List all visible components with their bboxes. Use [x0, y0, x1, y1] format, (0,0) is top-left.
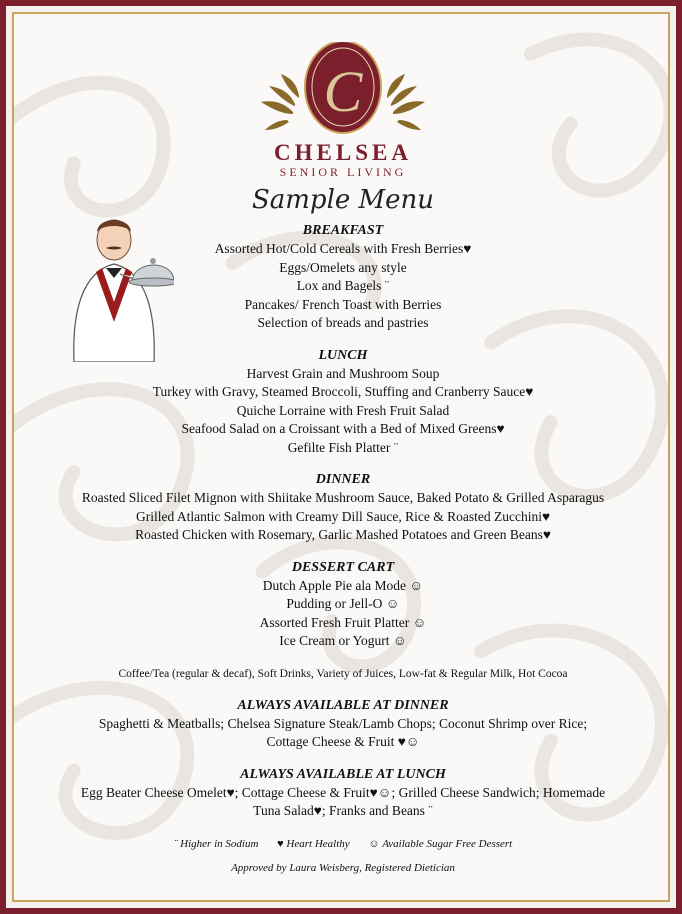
menu-section [14, 222, 670, 333]
section-heading: DINNER [315, 472, 371, 487]
menu-item: Grilled Atlantic Salmon with Creamy Dill Sauce, Rice & Roasted Zucchini♥ [135, 508, 551, 524]
menu-item: Assorted Hot/Cold Cereals with Fresh Berries♥ [214, 241, 472, 256]
menu-item: Egg Beater Cheese Omelet♥; Cottage Cheese & Fruit♥☺; Grilled Cheese Sandwich; Homemade [80, 784, 606, 800]
menu-section [14, 559, 670, 651]
menu-item: Quiche Lorraine with Fresh Fruit Salad [236, 402, 450, 418]
menu-item: Eggs/Omelets any style [279, 259, 407, 275]
legend [14, 835, 670, 853]
legend-heart-healthy: ♥ Heart Healthy [277, 837, 350, 850]
menu-item: Gefilte Fish Platter ¨ [287, 439, 399, 455]
menu-item: Dutch Apple Pie ala Mode ☺ [262, 577, 424, 593]
menu-section [14, 347, 670, 458]
menu-section [14, 471, 670, 545]
menu-item: Ice Cream or Yogurt ☺ [279, 633, 407, 648]
section-heading: BREAKFAST [302, 223, 384, 238]
menu-item: Spaghetti & Meatballs; Chelsea Signature Steak/Lamb Chops; Coconut Shrimp over Rice; [98, 715, 588, 731]
brand-subtitle: SENIOR LIVING [279, 165, 407, 179]
menu-item: Pudding or Jell-O ☺ [286, 596, 400, 611]
legend-sugar-free: ☺ Available Sugar Free Dessert [368, 837, 513, 850]
menu-title: Sample Menu [251, 185, 435, 215]
beverages-line: Coffee/Tea (regular & decaf), Soft Drinks, Variety of Juices, Low-fat & Regular Milk, Hot Cocoa [118, 667, 568, 680]
menu-item: Selection of breads and pastries [257, 315, 429, 330]
menu-page [12, 12, 670, 902]
section-heading: ALWAYS AVAILABLE AT DINNER [237, 697, 449, 713]
always-available-sections [14, 697, 670, 821]
section-heading: LUNCH [318, 347, 368, 363]
brand-name: CHELSEA [274, 140, 412, 165]
menu-sections [14, 222, 670, 651]
menu-item: Roasted Chicken with Rosemary, Garlic Mashed Potatoes and Green Beans♥ [135, 527, 551, 542]
logo-letter: C [323, 59, 363, 124]
menu-item: Pancakes/ French Toast with Berries [244, 296, 442, 312]
menu-section [14, 766, 670, 821]
menu-item: Roasted Sliced Filet Mignon with Shiitake Mushroom Sauce, Baked Potato & Grilled Asparagus [81, 490, 605, 505]
menu-item: Cottage Cheese & Fruit ♥☺ [266, 734, 420, 749]
menu-section [14, 697, 670, 752]
menu-item: Harvest Grain and Mushroom Soup [246, 365, 440, 381]
section-heading: ALWAYS AVAILABLE AT LUNCH [240, 766, 446, 782]
menu-item: Lox and Bagels ¨ [296, 278, 390, 293]
menu-content [14, 222, 670, 877]
approved-by: Approved by Laura Weisberg, Registered Dietician [231, 861, 455, 874]
section-heading: DESSERT CART [291, 559, 395, 575]
menu-item: Turkey with Gravy, Steamed Broccoli, Stuffing and Cranberry Sauce♥ [152, 384, 534, 399]
legend-sodium: ¨ Higher in Sodium [173, 837, 259, 850]
menu-item: Tuna Salad♥; Franks and Beans ¨ [253, 803, 433, 818]
menu-item: Seafood Salad on a Croissant with a Bed of Mixed Greens♥ [181, 421, 505, 436]
menu-item: Assorted Fresh Fruit Platter ☺ [259, 614, 427, 630]
